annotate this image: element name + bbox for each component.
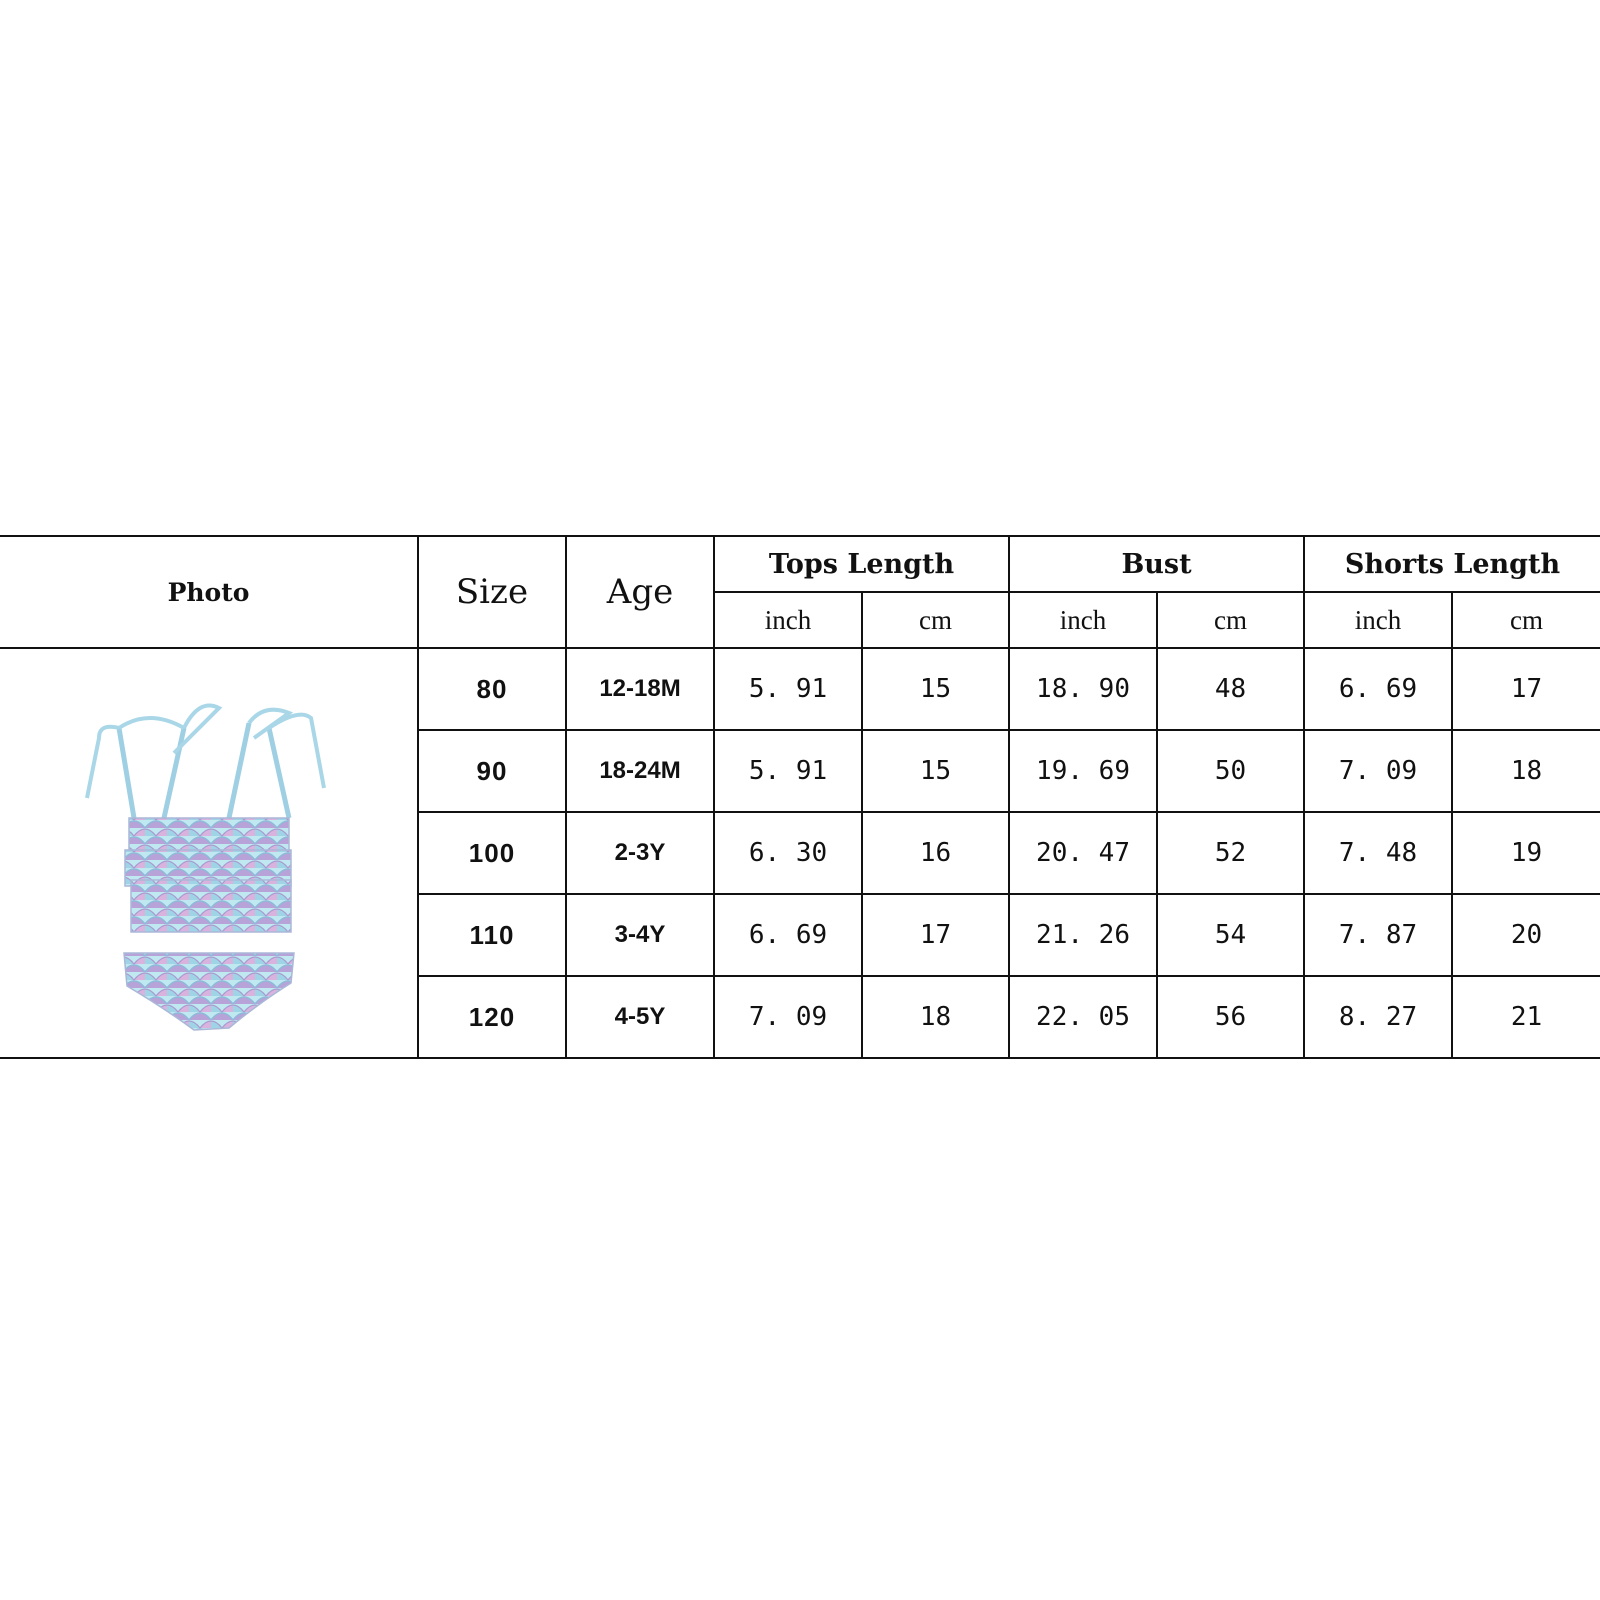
- cell-tops-cm: 15: [862, 730, 1009, 812]
- cell-tops-inch: 6. 69: [714, 894, 862, 976]
- cell-age: 12-18M: [566, 648, 714, 730]
- header-bust-inch: inch: [1009, 592, 1157, 648]
- size-table: [0, 535, 1600, 1059]
- cell-tops-inch: 5. 91: [714, 730, 862, 812]
- header-tops-length: Tops Length: [714, 536, 1009, 592]
- header-shorts-length: Shorts Length: [1304, 536, 1600, 592]
- cell-bust-cm: 50: [1157, 730, 1304, 812]
- cell-shorts-cm: 18: [1452, 730, 1600, 812]
- cell-shorts-inch: 7. 48: [1304, 812, 1452, 894]
- cell-bust-inch: 22. 05: [1009, 976, 1157, 1058]
- cell-shorts-inch: 8. 27: [1304, 976, 1452, 1058]
- mermaid-swimsuit-photo: [79, 668, 339, 1038]
- header-photo: Photo: [0, 536, 418, 648]
- cell-size: 110: [418, 894, 566, 976]
- header-size: Size: [418, 536, 566, 648]
- header-shorts-inch: inch: [1304, 592, 1452, 648]
- cell-bust-inch: 20. 47: [1009, 812, 1157, 894]
- cell-age: 18-24M: [566, 730, 714, 812]
- cell-size: 100: [418, 812, 566, 894]
- cell-age: 2-3Y: [566, 812, 714, 894]
- header-tops-inch: inch: [714, 592, 862, 648]
- cell-shorts-cm: 17: [1452, 648, 1600, 730]
- cell-size: 80: [418, 648, 566, 730]
- cell-tops-cm: 15: [862, 648, 1009, 730]
- table-row: [0, 648, 1600, 730]
- cell-tops-cm: 18: [862, 976, 1009, 1058]
- cell-bust-cm: 54: [1157, 894, 1304, 976]
- cell-bust-inch: 18. 90: [1009, 648, 1157, 730]
- cell-tops-inch: 6. 30: [714, 812, 862, 894]
- header-bust: Bust: [1009, 536, 1304, 592]
- cell-tops-inch: 5. 91: [714, 648, 862, 730]
- header-row-top: [0, 536, 1600, 592]
- cell-tops-cm: 17: [862, 894, 1009, 976]
- cell-tops-cm: 16: [862, 812, 1009, 894]
- header-shorts-cm: cm: [1452, 592, 1600, 648]
- header-tops-cm: cm: [862, 592, 1009, 648]
- header-bust-cm: cm: [1157, 592, 1304, 648]
- cell-tops-inch: 7. 09: [714, 976, 862, 1058]
- cell-bust-cm: 56: [1157, 976, 1304, 1058]
- cell-size: 120: [418, 976, 566, 1058]
- cell-shorts-inch: 6. 69: [1304, 648, 1452, 730]
- header-age: Age: [566, 536, 714, 648]
- cell-age: 3-4Y: [566, 894, 714, 976]
- cell-shorts-cm: 21: [1452, 976, 1600, 1058]
- cell-shorts-cm: 19: [1452, 812, 1600, 894]
- cell-shorts-inch: 7. 09: [1304, 730, 1452, 812]
- cell-bust-inch: 21. 26: [1009, 894, 1157, 976]
- cell-shorts-inch: 7. 87: [1304, 894, 1452, 976]
- product-photo-cell: [0, 648, 418, 1058]
- cell-bust-cm: 48: [1157, 648, 1304, 730]
- cell-bust-inch: 19. 69: [1009, 730, 1157, 812]
- size-chart: [0, 535, 1600, 1059]
- cell-shorts-cm: 20: [1452, 894, 1600, 976]
- cell-age: 4-5Y: [566, 976, 714, 1058]
- cell-bust-cm: 52: [1157, 812, 1304, 894]
- cell-size: 90: [418, 730, 566, 812]
